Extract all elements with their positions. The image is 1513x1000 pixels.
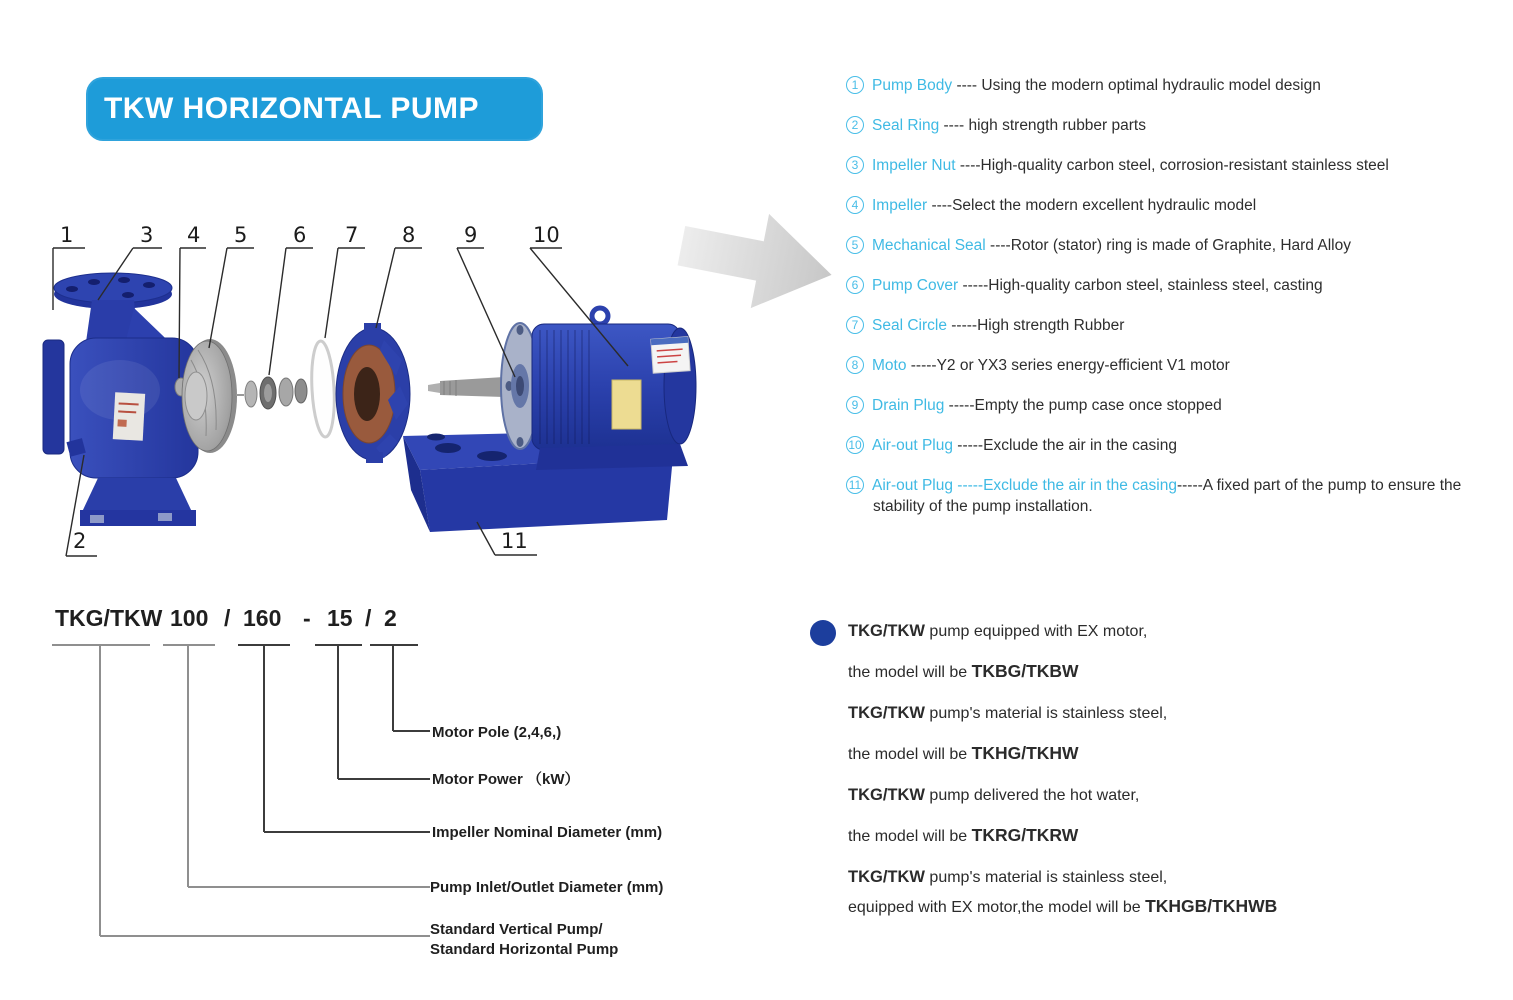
part-description: High-quality carbon steel, corrosion-resistant stainless steel [980,157,1389,174]
note-text: equipped with EX motor,the model will be [848,899,1146,916]
part-list-item [846,155,1478,176]
callout-label-5: 5 [234,223,248,247]
page-title: TKW HORIZONTAL PUMP [103,92,480,125]
part-name: Seal Circle [872,317,947,334]
model-label-motor-power: Motor Power （kW） [432,771,580,788]
title-banner [86,77,543,141]
part-description: High strength Rubber [977,317,1125,334]
mechanical-seal-illustration [236,377,307,409]
model-label-pump-type-line2: Standard Horizontal Pump [430,941,619,958]
part-list-item [846,475,1478,517]
part-number-badge: 1 [846,76,864,94]
part-name: Impeller [872,197,928,214]
note-lead: TKG/TKW [848,868,925,886]
part-dashes: ----- [958,277,989,294]
part-dashes: ----- [1176,477,1203,494]
part-description: Empty the pump case once stopped [974,397,1222,414]
note-line [848,784,1508,806]
part-name: Pump Body [872,77,953,94]
callout-label-1: 1 [60,223,74,247]
part-description: Y2 or YX3 series energy-efficient V1 motor [936,357,1230,374]
part-list-item [846,115,1478,136]
part-dashes: ----- [906,357,937,374]
part-dashes: ---- [939,117,969,134]
part-number-badge: 8 [846,356,864,374]
part-list-item [846,195,1478,216]
part-name: Pump Cover [872,277,959,294]
part-name: Air-out Plug [872,477,953,494]
part-list-item [846,235,1478,256]
model-code-pole: 2 [384,605,397,631]
part-number-badge: 4 [846,196,864,214]
part-dashes: ---- [955,157,981,174]
callout-label-9: 9 [464,223,478,247]
model-code-inlet: 100 [170,605,209,631]
note-text: pump's material is stainless steel, [924,869,1168,886]
note-model-name: TKBG/TKBW [971,661,1079,681]
model-variant-notes [848,620,1508,937]
callout-label-7: 7 [345,223,359,247]
callout-label-10: 10 [533,223,560,247]
part-description: High-quality carbon steel, stainless steel, casting [988,277,1323,294]
callout-label-8: 8 [402,223,416,247]
model-code-series: TKG/TKW [55,605,163,631]
part-description: Exclude the air in the casing [983,437,1177,454]
note-text: pump delivered the hot water, [924,787,1140,804]
note-line [848,866,1508,888]
note-bullet [810,620,836,646]
note-text: pump equipped with EX motor, [924,623,1148,640]
note-text: the model will be [848,828,972,845]
note-line [848,620,1508,642]
part-name: Seal Ring [872,117,940,134]
note-model-name: TKHG/TKHW [971,743,1079,763]
part-name-extra: -----Exclude the air in the casing [952,477,1177,494]
model-label-impeller-diameter: Impeller Nominal Diameter (mm) [432,824,663,841]
part-list-item [846,395,1478,416]
part-list-item [846,315,1478,336]
part-number-badge: 10 [846,436,864,454]
part-description: Using the modern optimal hydraulic model design [981,77,1321,94]
pump-exploded-diagram [40,190,840,580]
model-label-pump-type-line1: Standard Vertical Pump/ [430,921,603,938]
note-text: the model will be [848,664,972,681]
note-line [848,825,1508,847]
model-code-power: 15 [327,605,353,631]
part-dashes: ----- [944,397,975,414]
callout-label-2: 2 [73,529,87,553]
part-number-badge: 3 [846,156,864,174]
part-list-item [846,75,1478,96]
part-number-badge: 2 [846,116,864,134]
part-name: Impeller Nut [872,157,956,174]
part-dashes: ----- [952,437,984,454]
part-number-badge: 7 [846,316,864,334]
part-list-item [846,435,1478,456]
part-name: Moto [872,357,907,374]
note-lead: TKG/TKW [848,704,925,722]
part-list-item [846,355,1478,376]
model-code-slash-2: / [365,605,372,631]
flow-arrow-icon [672,199,840,322]
callout-label-3: 3 [140,223,154,247]
part-number-badge: 5 [846,236,864,254]
part-number-badge: 11 [846,476,864,494]
note-model-name: TKHGB/TKHWB [1145,896,1278,916]
part-dashes: ---- [927,197,953,214]
model-label-motor-pole: Motor Pole (2,4,6,) [432,724,562,741]
part-description: high strength rubber parts [968,117,1146,134]
part-number-badge: 9 [846,396,864,414]
note-line [848,896,1508,918]
pump-cover-illustration [336,323,410,463]
model-code-slash-1: / [224,605,231,631]
note-model-name: TKRG/TKRW [971,825,1079,845]
part-description: Rotor (stator) ring is made of Graphite, Hard Alloy [1010,237,1351,254]
part-list-item [846,275,1478,296]
note-line [848,702,1508,724]
part-name: Air-out Plug [872,437,953,454]
note-text: pump's material is stainless steel, [924,705,1168,722]
part-dashes: ---- [952,77,982,94]
note-lead: TKG/TKW [848,786,925,804]
model-label-inlet-outlet: Pump Inlet/Outlet Diameter (mm) [430,879,664,896]
callout-label-4: 4 [187,223,201,247]
pump-body-illustration [43,273,198,526]
seal-circle-illustration [310,340,337,437]
callout-label-6: 6 [293,223,307,247]
note-text: the model will be [848,746,972,763]
note-line [848,661,1508,683]
note-lead: TKG/TKW [848,622,925,640]
note-line [848,743,1508,765]
part-description: Select the modern excellent hydraulic model [952,197,1257,214]
model-code-dash: - [303,605,311,631]
model-label-pump-type [430,920,618,960]
part-dashes: ---- [985,237,1011,254]
part-description: A fixed part of the pump to ensure the stability of the pump installation. [873,477,1462,515]
part-name: Mechanical Seal [872,237,986,254]
parts-list [846,75,1478,536]
model-code-impeller: 160 [243,605,282,631]
callout-label-11: 11 [501,529,528,553]
part-dashes: ----- [946,317,978,334]
part-number-badge: 6 [846,276,864,294]
part-name: Drain Plug [872,397,945,414]
